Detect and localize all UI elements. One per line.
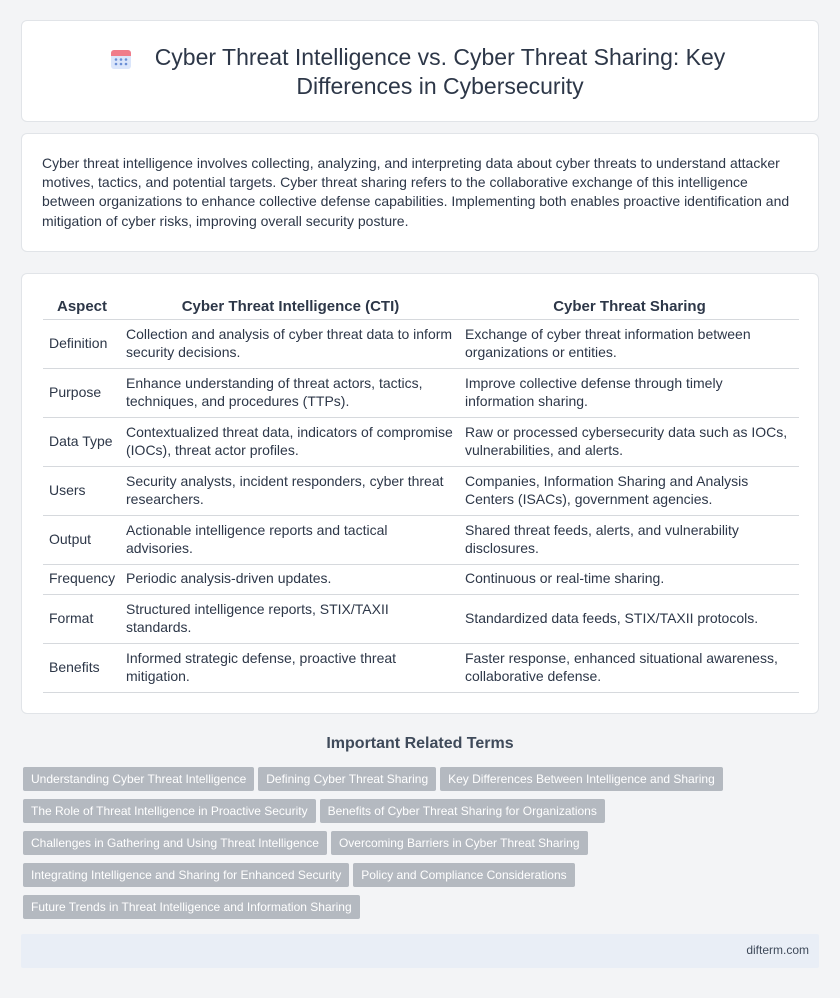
related-term-link[interactable]: Key Differences Between Intelligence and Sharing <box>440 767 723 791</box>
row-sharing: Continuous or real-time sharing. <box>460 564 799 594</box>
intro-card <box>21 133 819 252</box>
table-row <box>43 417 799 466</box>
row-cti: Actionable intelligence reports and tactical advisories. <box>121 515 460 564</box>
table-row <box>43 564 799 594</box>
related-term-link[interactable]: The Role of Threat Intelligence in Proactive Security <box>23 799 316 823</box>
page-title: Cyber Threat Intelligence vs. Cyber Threat Sharing: Key Differences in Cybersecurity <box>154 44 726 99</box>
related-term-link[interactable]: Overcoming Barriers in Cyber Threat Sharing <box>331 831 588 855</box>
table-header-row <box>43 295 799 319</box>
footer-site-link[interactable]: difterm.com <box>746 943 809 957</box>
table-row <box>43 368 799 417</box>
header-cti: Cyber Threat Intelligence (CTI) <box>121 295 460 319</box>
row-sharing: Raw or processed cybersecurity data such as IOCs, vulnerabilities, and alerts. <box>460 417 799 466</box>
related-term-link[interactable]: Future Trends in Threat Intelligence and Information Sharing <box>23 895 360 919</box>
related-terms-heading: Important Related Terms <box>326 735 514 752</box>
intro-paragraph: Cyber threat intelligence involves collecting, analyzing, and interpreting data about cyber threats to understand attacker motives, tactics, and potential targets. Cyber threat sharing refers to the collaborative exchange of this intelligence between organizations to enhance collective defense capabilities. Implementing both enables proactive identification and mitigation of cyber risks, improving overall security posture. <box>42 155 790 229</box>
header-sharing: Cyber Threat Sharing <box>460 295 799 319</box>
table-row <box>43 319 799 368</box>
row-cti: Periodic analysis-driven updates. <box>121 564 460 594</box>
row-sharing: Standardized data feeds, STIX/TAXII protocols. <box>460 594 799 643</box>
row-aspect: Definition <box>43 319 121 368</box>
row-cti: Contextualized threat data, indicators of compromise (IOCs), threat actor profiles. <box>121 417 460 466</box>
table-row <box>43 594 799 643</box>
row-sharing: Exchange of cyber threat information between organizations or entities. <box>460 319 799 368</box>
comparison-table <box>43 295 799 693</box>
row-sharing: Companies, Information Sharing and Analysis Centers (ISACs), government agencies. <box>460 466 799 515</box>
row-sharing: Shared threat feeds, alerts, and vulnerability disclosures. <box>460 515 799 564</box>
header-aspect: Aspect <box>43 295 121 319</box>
title-card <box>21 20 819 122</box>
row-cti: Security analysts, incident responders, cyber threat researchers. <box>121 466 460 515</box>
row-aspect: Frequency <box>43 564 121 594</box>
row-cti: Structured intelligence reports, STIX/TAXII standards. <box>121 594 460 643</box>
table-row <box>43 643 799 692</box>
related-term-link[interactable]: Integrating Intelligence and Sharing for Enhanced Security <box>23 863 349 887</box>
related-term-link[interactable]: Challenges in Gathering and Using Threat Intelligence <box>23 831 327 855</box>
row-aspect: Purpose <box>43 368 121 417</box>
row-aspect: Format <box>43 594 121 643</box>
row-cti: Collection and analysis of cyber threat data to inform security decisions. <box>121 319 460 368</box>
row-cti: Informed strategic defense, proactive threat mitigation. <box>121 643 460 692</box>
related-term-link[interactable]: Policy and Compliance Considerations <box>353 863 574 887</box>
footer <box>21 934 819 968</box>
related-terms-list <box>23 767 823 927</box>
table-row <box>43 466 799 515</box>
related-term-link[interactable]: Understanding Cyber Threat Intelligence <box>23 767 254 791</box>
row-aspect: Data Type <box>43 417 121 466</box>
related-term-link[interactable]: Defining Cyber Threat Sharing <box>258 767 436 791</box>
related-term-link[interactable]: Benefits of Cyber Threat Sharing for Organizations <box>320 799 605 823</box>
row-aspect: Benefits <box>43 643 121 692</box>
row-cti: Enhance understanding of threat actors, tactics, techniques, and procedures (TTPs). <box>121 368 460 417</box>
comparison-card <box>21 273 819 714</box>
row-sharing: Improve collective defense through timely information sharing. <box>460 368 799 417</box>
row-aspect: Users <box>43 466 121 515</box>
row-aspect: Output <box>43 515 121 564</box>
row-sharing: Faster response, enhanced situational awareness, collaborative defense. <box>460 643 799 692</box>
table-row <box>43 515 799 564</box>
